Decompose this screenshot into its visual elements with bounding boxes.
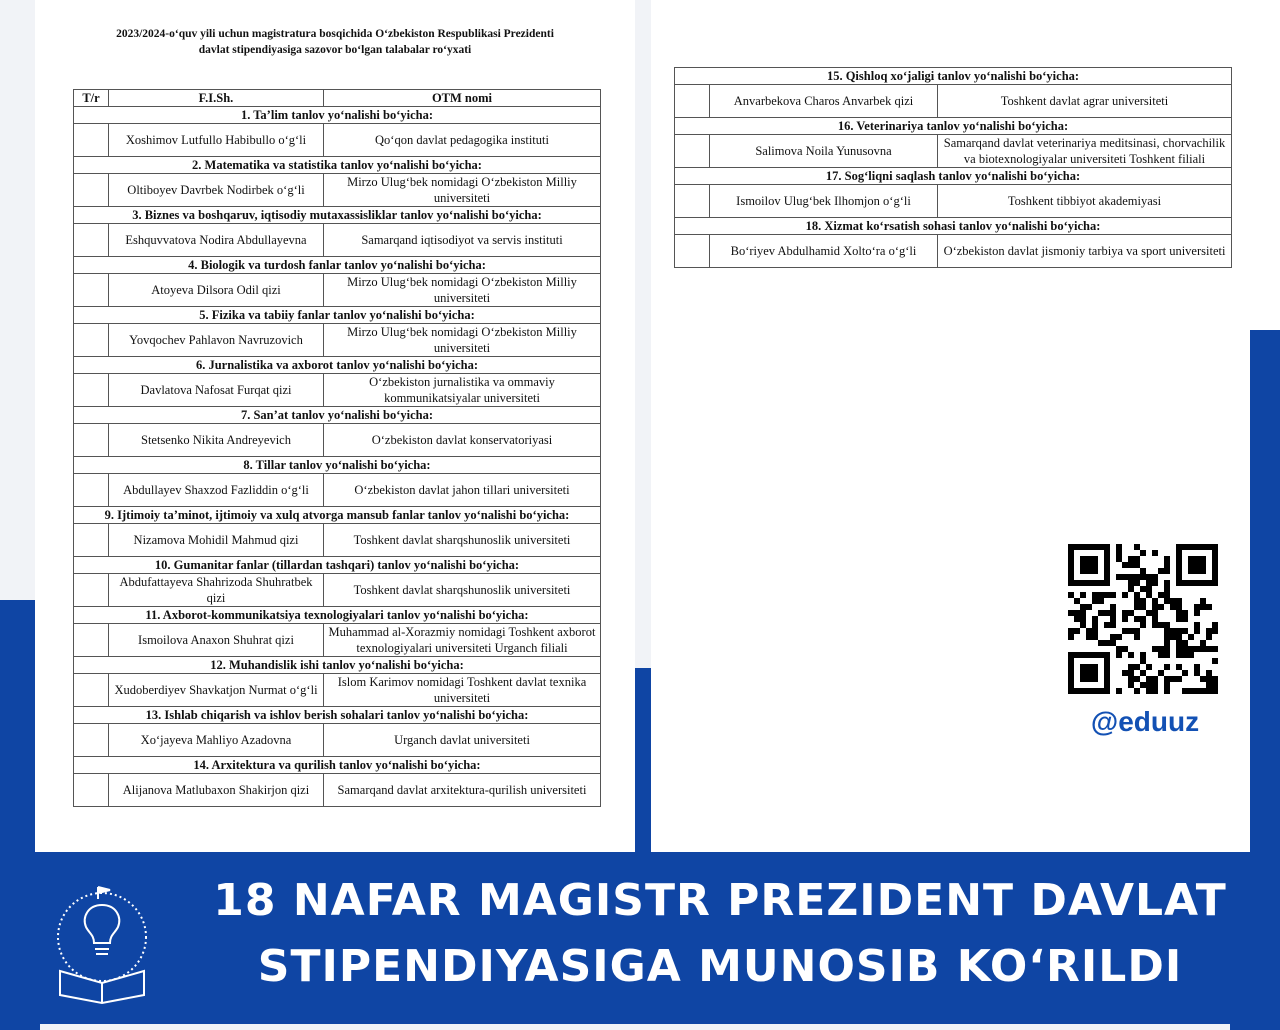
row-number-cell (74, 624, 109, 657)
table-row (74, 274, 601, 307)
university-cell: Mirzo Ulug‘bek nomidagi O‘zbekiston Milliy universiteti (324, 274, 601, 307)
university-cell: Islom Karimov nomidagi Toshkent davlat texnika universiteti (324, 674, 601, 707)
row-number-cell (74, 124, 109, 157)
university-cell: Samarqand davlat veterinariya meditsinasi, chorvachilik va biotexnologiyalar universiteti Toshkent filiali (938, 135, 1232, 168)
student-name-cell: Anvarbekova Charos Anvarbek qizi (710, 85, 938, 118)
row-number-cell (74, 524, 109, 557)
table-row (74, 724, 601, 757)
row-number-cell (74, 774, 109, 807)
table-row (74, 524, 601, 557)
table-row (74, 374, 601, 407)
row-number-cell (74, 324, 109, 357)
document-title (75, 26, 595, 58)
university-cell: Toshkent tibbiyot akademiyasi (938, 185, 1232, 218)
table-row (74, 174, 601, 207)
university-cell: Mirzo Ulug‘bek nomidagi O‘zbekiston Milliy universiteti (324, 324, 601, 357)
section-heading: 9. Ijtimoiy ta’minot, ijtimoiy va xulq atvorga mansub fanlar tanlov yo‘nalishi bo‘yicha: (74, 507, 601, 524)
section-row (74, 757, 601, 774)
section-heading: 7. San’at tanlov yo‘nalishi bo‘yicha: (74, 407, 601, 424)
section-heading: 18. Xizmat ko‘rsatish sohasi tanlov yo‘nalishi bo‘yicha: (675, 218, 1232, 235)
section-row (74, 307, 601, 324)
section-row (74, 607, 601, 624)
student-name-cell: Atoyeva Dilsora Odil qizi (109, 274, 324, 307)
student-name-cell: Alijanova Matlubaxon Shakirjon qizi (109, 774, 324, 807)
section-row (74, 657, 601, 674)
social-handle[interactable]: @eduuz (1090, 706, 1200, 737)
blue-divider (635, 668, 651, 858)
student-name-cell: Ismoilov Ulug‘bek Ilhomjon o‘g‘li (710, 185, 938, 218)
section-row (74, 557, 601, 574)
section-heading: 5. Fizika va tabiiy fanlar tanlov yo‘nalishi bo‘yicha: (74, 307, 601, 324)
section-row (74, 407, 601, 424)
ministry-logo (40, 875, 165, 1010)
table-row (675, 135, 1232, 168)
section-row (74, 507, 601, 524)
section-heading: 12. Muhandislik ishi tanlov yo‘nalishi bo‘yicha: (74, 657, 601, 674)
table-row (675, 235, 1232, 268)
row-number-cell (74, 274, 109, 307)
qr-code[interactable] (1068, 544, 1218, 694)
laureates-table-left (73, 89, 601, 807)
university-cell: Samarqand iqtisodiyot va servis instituti (324, 224, 601, 257)
table-row (74, 574, 601, 607)
row-number-cell (74, 724, 109, 757)
section-row (74, 257, 601, 274)
student-name-cell: Salimova Noila Yunusovna (710, 135, 938, 168)
student-name-cell: Yovqochev Pahlavon Navruzovich (109, 324, 324, 357)
section-row (74, 707, 601, 724)
column-header-university: OTM nomi (324, 90, 601, 107)
column-header-name: F.I.Sh. (109, 90, 324, 107)
student-name-cell: Bo‘riyev Abdulhamid Xolto‘ra o‘g‘li (710, 235, 938, 268)
section-heading: 1. Ta’lim tanlov yo‘nalishi bo‘yicha: (74, 107, 601, 124)
university-cell: O‘zbekiston davlat jismoniy tarbiya va sport universiteti (938, 235, 1232, 268)
row-number-cell (74, 424, 109, 457)
table-row (74, 224, 601, 257)
section-heading: 11. Axborot-kommunikatsiya texnologiyalari tanlov yo‘nalishi bo‘yicha: (74, 607, 601, 624)
student-name-cell: Ismoilova Anaxon Shuhrat qizi (109, 624, 324, 657)
section-row (74, 157, 601, 174)
section-row (675, 118, 1232, 135)
section-heading: 4. Biologik va turdosh fanlar tanlov yo‘nalishi bo‘yicha: (74, 257, 601, 274)
section-row (675, 168, 1232, 185)
table-row (675, 85, 1232, 118)
section-heading: 16. Veterinariya tanlov yo‘nalishi bo‘yicha: (675, 118, 1232, 135)
section-row (74, 107, 601, 124)
section-row (74, 357, 601, 374)
section-heading: 6. Jurnalistika va axborot tanlov yo‘nalishi bo‘yicha: (74, 357, 601, 374)
university-cell: Toshkent davlat sharqshunoslik universiteti (324, 574, 601, 607)
student-name-cell: Stetsenko Nikita Andreyevich (109, 424, 324, 457)
row-number-cell (74, 174, 109, 207)
row-number-cell (74, 474, 109, 507)
university-cell: Qo‘qon davlat pedagogika instituti (324, 124, 601, 157)
university-cell: Urganch davlat universiteti (324, 724, 601, 757)
table-row (74, 474, 601, 507)
section-heading: 15. Qishloq xo‘jaligi tanlov yo‘nalishi bo‘yicha: (675, 68, 1232, 85)
student-name-cell: Nizamova Mohidil Mahmud qizi (109, 524, 324, 557)
document-title-line1: 2023/2024-o‘quv yili uchun magistratura bosqichida O‘zbekiston Respublikasi Prezidenti (116, 28, 554, 40)
student-name-cell: Eshquvvatova Nodira Abdullayevna (109, 224, 324, 257)
student-name-cell: Abdufattayeva Shahrizoda Shuhratbek qizi (109, 574, 324, 607)
section-heading: 13. Ishlab chiqarish va ishlov berish sohalari tanlov yo‘nalishi bo‘yicha: (74, 707, 601, 724)
row-number-cell (74, 224, 109, 257)
table-row (675, 185, 1232, 218)
student-name-cell: Davlatova Nafosat Furqat qizi (109, 374, 324, 407)
university-cell: Muhammad al-Xorazmiy nomidagi Toshkent axborot texnologiyalari universiteti Urganch filiali (324, 624, 601, 657)
section-heading: 8. Tillar tanlov yo‘nalishi bo‘yicha: (74, 457, 601, 474)
row-number-cell (675, 185, 710, 218)
row-number-cell (74, 674, 109, 707)
section-heading: 14. Arxitektura va qurilish tanlov yo‘nalishi bo‘yicha: (74, 757, 601, 774)
section-heading: 17. Sog‘liqni saqlash tanlov yo‘nalishi bo‘yicha: (675, 168, 1232, 185)
university-cell: Toshkent davlat sharqshunoslik universiteti (324, 524, 601, 557)
student-name-cell: Oltiboyev Davrbek Nodirbek o‘g‘li (109, 174, 324, 207)
section-row (675, 68, 1232, 85)
row-number-cell (675, 135, 710, 168)
student-name-cell: Abdullayev Shaxzod Fazliddin o‘g‘li (109, 474, 324, 507)
table-body-left (74, 107, 601, 807)
university-cell: O‘zbekiston davlat konservatoriyasi (324, 424, 601, 457)
table-row (74, 674, 601, 707)
row-number-cell (675, 85, 710, 118)
table-row (74, 424, 601, 457)
university-cell: Mirzo Ulug‘bek nomidagi O‘zbekiston Milliy universiteti (324, 174, 601, 207)
section-heading: 3. Biznes va boshqaruv, iqtisodiy mutaxassisliklar tanlov yo‘nalishi bo‘yicha: (74, 207, 601, 224)
university-cell: O‘zbekiston jurnalistika va ommaviy kommunikatsiyalar universiteti (324, 374, 601, 407)
student-name-cell: Xo‘jayeva Mahliyo Azadovna (109, 724, 324, 757)
section-row (74, 207, 601, 224)
table-row (74, 124, 601, 157)
table-header-row (74, 90, 601, 107)
table-row (74, 624, 601, 657)
table-row (74, 324, 601, 357)
section-row (74, 457, 601, 474)
section-heading: 2. Matematika va statistika tanlov yo‘nalishi bo‘yicha: (74, 157, 601, 174)
document-title-line2: davlat stipendiyasiga sazovor bo‘lgan talabalar ro‘yxati (198, 44, 472, 56)
row-number-cell (74, 574, 109, 607)
column-header-number: T/r (74, 90, 109, 107)
university-cell: Samarqand davlat arxitektura-qurilish universiteti (324, 774, 601, 807)
university-cell: O‘zbekiston davlat jahon tillari universiteti (324, 474, 601, 507)
student-name-cell: Xoshimov Lutfullo Habibullo o‘g‘li (109, 124, 324, 157)
row-number-cell (675, 235, 710, 268)
section-row (675, 218, 1232, 235)
table-body-right (675, 68, 1232, 268)
laureates-table-right (674, 67, 1232, 268)
table-row (74, 774, 601, 807)
section-heading: 10. Gumanitar fanlar (tillardan tashqari) tanlov yo‘nalishi bo‘yicha: (74, 557, 601, 574)
student-name-cell: Xudoberdiyev Shavkatjon Nurmat o‘g‘li (109, 674, 324, 707)
university-cell: Toshkent davlat agrar universiteti (938, 85, 1232, 118)
headline-line2: STIPENDIYASIGA MUNOSIB KO‘RILDI (257, 941, 1183, 992)
row-number-cell (74, 374, 109, 407)
headline-line1: 18 NAFAR MAGISTR PREZIDENT DAVLAT (213, 875, 1227, 926)
headline (190, 868, 1250, 1000)
